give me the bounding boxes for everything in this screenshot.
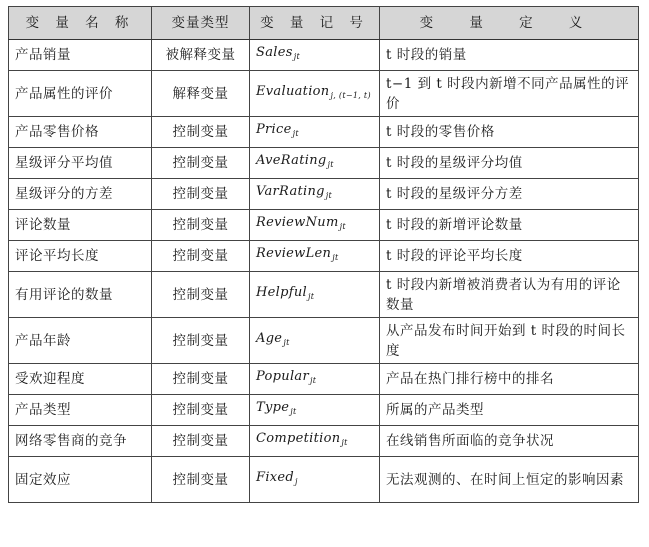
variable-type-cell: 控制变量 [152,457,250,503]
variable-symbol-subscript: jt [325,191,333,200]
variable-symbol-cell [250,117,380,148]
variable-symbol-subscript: jt [307,291,315,301]
variable-symbol-subscript: j [295,476,298,486]
variable-definition-cell: 所属的产品类型 [380,395,639,426]
variable-symbol: Evaluation [256,83,330,99]
variable-name-cell: 星级评分平均值 [9,148,152,179]
table-row [9,457,639,503]
table-row [9,364,639,395]
table-row [9,117,639,148]
variable-symbol-cell [250,426,380,457]
variable-symbol-subscript: jt [283,337,290,347]
variable-name-cell: 产品零售价格 [9,117,152,148]
variable-name-cell: 网络零售商的竞争 [9,426,152,457]
variable-symbol-subscript: jt [327,160,334,169]
variable-symbol: Price [256,122,292,137]
variable-symbol-subscript: j, (t−1, t) [330,90,371,100]
variable-symbol-cell [250,148,380,179]
variable-type-cell: 控制变量 [152,395,250,426]
variable-symbol: Popular [256,369,309,384]
variable-symbol-cell [250,210,380,241]
variable-type-cell: 控制变量 [152,318,250,364]
header-variable-name: 变 量 名 称 [9,7,152,40]
variable-symbol: Sales [256,45,293,60]
variable-symbol: ReviewLen [256,246,332,261]
variable-name-cell: 有用评论的数量 [9,272,152,318]
variable-definition-cell: t 时段内新增被消费者认为有用的评论数量 [380,272,639,318]
variable-definition-cell: 在线销售所面临的竞争状况 [380,426,639,457]
table-row [9,40,639,71]
variable-symbol-cell [250,395,380,426]
variable-type-cell: 控制变量 [152,179,250,210]
table-row [9,71,639,117]
table-row [9,241,639,272]
variable-symbol: Competition [256,431,341,446]
table-row [9,318,639,364]
header-variable-symbol: 变 量 记 号 [250,7,380,40]
variable-definition-cell: t 时段的星级评分均值 [380,148,639,179]
variable-name-cell: 评论数量 [9,210,152,241]
variable-definition-cell: t 时段的星级评分方差 [380,179,639,210]
table-body [9,40,639,503]
variable-symbol: Type [256,400,290,415]
header-row [9,7,639,40]
table-row [9,179,639,210]
variable-definition-cell: 产品在热门排行榜中的排名 [380,364,639,395]
variable-definition-cell: 从产品发布时间开始到 t 时段的时间长度 [380,318,639,364]
variable-type-cell: 控制变量 [152,272,250,318]
variable-symbol-subscript: jt [290,407,297,416]
variable-definition-cell: t 时段的新增评论数量 [380,210,639,241]
variable-symbol: ReviewNum [256,215,339,230]
table-row [9,426,639,457]
variable-definition-cell: t 时段的评论平均长度 [380,241,639,272]
variable-name-cell: 产品年龄 [9,318,152,364]
header-variable-type: 变量类型 [152,7,250,40]
header-variable-definition: 变 量 定 义 [380,7,639,40]
variable-definition-cell: t−1 到 t 时段内新增不同产品属性的评价 [380,71,639,117]
variable-type-cell: 控制变量 [152,364,250,395]
variable-symbol-subscript: jt [339,222,346,231]
variable-name-cell: 星级评分的方差 [9,179,152,210]
variable-symbol-cell [250,272,380,318]
variable-symbol: Age [256,330,283,346]
variable-type-cell: 控制变量 [152,426,250,457]
variable-symbol-subscript: jt [332,253,339,262]
variable-symbol-subscript: jt [292,129,299,138]
variable-symbol-cell [250,40,380,71]
variable-name-cell: 受欢迎程度 [9,364,152,395]
table-row [9,210,639,241]
table-row [9,272,639,318]
variable-symbol: Fixed [256,469,295,485]
variable-symbol: VarRating [256,184,325,199]
variable-symbol: Helpful [256,284,307,300]
variable-type-cell: 控制变量 [152,241,250,272]
variable-name-cell: 产品销量 [9,40,152,71]
variable-symbol: AveRating [256,153,327,168]
variable-name-cell: 产品属性的评价 [9,71,152,117]
variable-name-cell: 评论平均长度 [9,241,152,272]
variable-name-cell: 固定效应 [9,457,152,503]
variable-type-cell: 被解释变量 [152,40,250,71]
variable-definition-table [8,6,639,503]
variable-symbol-subscript: jt [293,52,300,61]
variable-type-cell: 控制变量 [152,117,250,148]
variable-type-cell: 解释变量 [152,71,250,117]
variable-symbol-cell [250,241,380,272]
variable-symbol-cell [250,179,380,210]
table-row [9,148,639,179]
variable-name-cell: 产品类型 [9,395,152,426]
variable-symbol-cell [250,457,380,503]
variable-definition-cell: 无法观测的、在时间上恒定的影响因素 [380,457,639,503]
variable-symbol-cell [250,71,380,117]
variable-definition-cell: t 时段的零售价格 [380,117,639,148]
variable-type-cell: 控制变量 [152,148,250,179]
variable-symbol-subscript: jt [309,376,317,385]
variable-symbol-subscript: jt [341,438,348,447]
variable-definition-cell: t 时段的销量 [380,40,639,71]
variable-symbol-cell [250,364,380,395]
variable-symbol-cell [250,318,380,364]
table-row [9,395,639,426]
table-header [9,7,639,40]
variable-type-cell: 控制变量 [152,210,250,241]
